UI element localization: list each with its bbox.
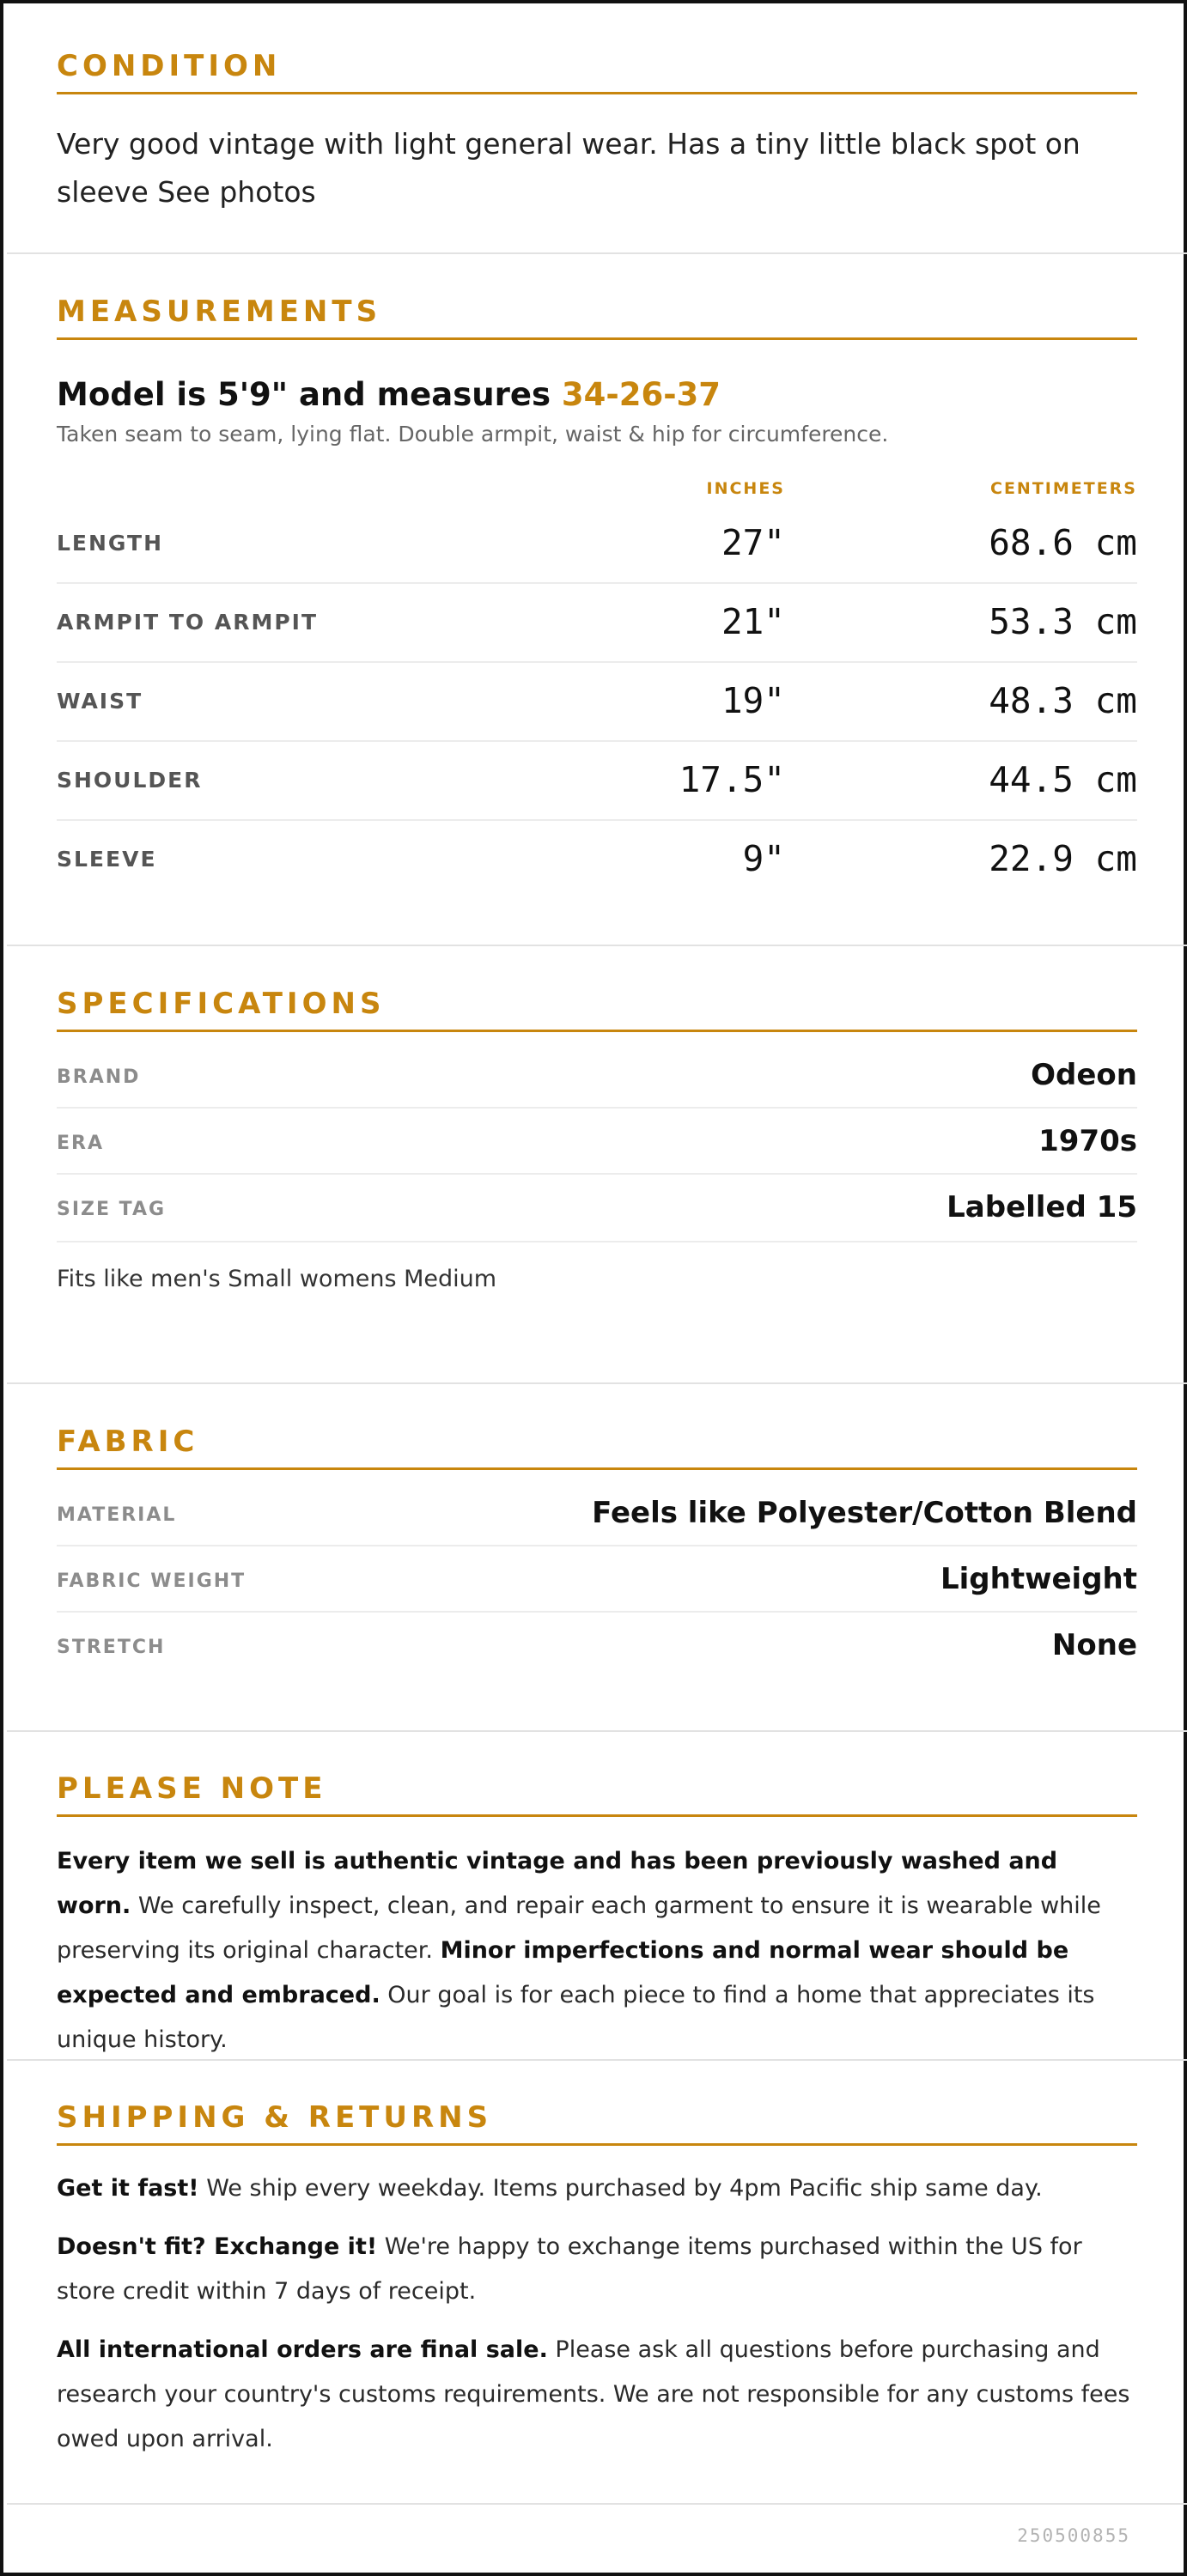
measurement-inches: 17.5" bbox=[679, 759, 785, 800]
shipping-bold-3: All international orders are final sale. bbox=[57, 2336, 548, 2363]
fabric-label: MATERIAL bbox=[57, 1504, 177, 1526]
spec-label: ERA bbox=[57, 1133, 104, 1154]
measurement-label: WAIST bbox=[57, 689, 143, 714]
fabric-row-weight bbox=[57, 1546, 1137, 1613]
measurement-label: SHOULDER bbox=[57, 768, 203, 793]
specifications-heading: SPECIFICATIONS bbox=[57, 986, 1137, 1032]
measurements-section bbox=[7, 294, 1187, 900]
condition-text: Very good vintage with light general wear. Has a tiny little black spot on sleeve See photos bbox=[57, 127, 1080, 209]
fabric-section bbox=[7, 1424, 1187, 1679]
measurement-cm: 53.3 cm bbox=[989, 601, 1137, 642]
measurement-cm: 22.9 cm bbox=[989, 838, 1137, 879]
measurement-row bbox=[57, 742, 1137, 821]
shipping-heading: SHIPPING & RETURNS bbox=[57, 2099, 1137, 2146]
specifications-section bbox=[7, 986, 1187, 1308]
shipping-bold-1: Get it fast! bbox=[57, 2175, 199, 2202]
spec-row-size-tag bbox=[57, 1175, 1137, 1241]
measurement-label: ARMPIT TO ARMPIT bbox=[57, 610, 319, 635]
fabric-list bbox=[57, 1480, 1137, 1679]
fabric-value: Feels like Polyester/Cotton Blend bbox=[592, 1496, 1137, 1530]
condition-section bbox=[7, 48, 1187, 216]
note-text-1: We carefully inspect, clean, and repair each garment to ensure it is wearable while preserving its original character. bbox=[57, 1893, 1101, 1964]
condition-heading: CONDITION bbox=[57, 48, 1137, 94]
shipping-text-3: Please ask all questions before purchasing and research your country's customs requirements. We are not responsible for any customs fees owed upon arrival. bbox=[57, 2336, 1130, 2452]
fabric-heading: FABRIC bbox=[57, 1424, 1137, 1470]
section-divider bbox=[7, 2059, 1187, 2061]
product-id: 250500855 bbox=[1017, 2525, 1130, 2546]
spec-value: Odeon bbox=[1031, 1058, 1137, 1092]
shipping-paragraph-1 bbox=[57, 2166, 1137, 2211]
fabric-row-material bbox=[57, 1480, 1137, 1546]
fabric-value: Lightweight bbox=[940, 1562, 1137, 1596]
measurements-table bbox=[57, 505, 1137, 900]
measurement-cm: 44.5 cm bbox=[989, 759, 1137, 800]
measurements-column-headers bbox=[57, 479, 1137, 505]
shipping-bold-2: Doesn't fit? Exchange it! bbox=[57, 2233, 378, 2260]
note-bold-1: Every item we sell is authentic vintage and has been previously washed and worn. bbox=[57, 1848, 1058, 1919]
measurement-row bbox=[57, 663, 1137, 742]
model-measures-value: 34-26-37 bbox=[561, 376, 721, 413]
fabric-label: FABRIC WEIGHT bbox=[57, 1571, 247, 1592]
note-text-2: Our goal is for each piece to find a home that appreciates its unique history. bbox=[57, 1982, 1095, 2053]
measurement-inches: 9" bbox=[742, 838, 785, 879]
spec-value: 1970s bbox=[1038, 1124, 1137, 1158]
measurements-subtitle: Taken seam to seam, lying flat. Double armpit, waist & hip for circumference. bbox=[57, 422, 889, 447]
fabric-value: None bbox=[1051, 1628, 1137, 1662]
measurement-label: LENGTH bbox=[57, 531, 163, 556]
shipping-paragraph-3 bbox=[57, 2328, 1137, 2462]
measurement-inches: 27" bbox=[721, 522, 785, 563]
column-header-inches: INCHES bbox=[706, 479, 785, 498]
section-divider bbox=[7, 1730, 1187, 1732]
column-header-centimeters: CENTIMETERS bbox=[990, 479, 1137, 498]
spec-label: BRAND bbox=[57, 1066, 141, 1088]
measurement-inches: 21" bbox=[721, 601, 785, 642]
shipping-paragraph-2 bbox=[57, 2225, 1137, 2314]
measurement-inches: 19" bbox=[721, 680, 785, 721]
fabric-label: STRETCH bbox=[57, 1637, 166, 1658]
spec-value: Labelled 15 bbox=[947, 1190, 1137, 1224]
spec-label: SIZE TAG bbox=[57, 1199, 167, 1220]
please-note-heading: PLEASE NOTE bbox=[57, 1771, 1137, 1817]
please-note-text bbox=[57, 1839, 1137, 2063]
measurement-row bbox=[57, 584, 1137, 663]
fit-note: Fits like men's Small womens Medium bbox=[57, 1241, 1137, 1308]
section-divider bbox=[7, 945, 1187, 946]
model-measurements bbox=[57, 374, 1137, 416]
measurements-heading: MEASUREMENTS bbox=[57, 294, 1137, 340]
section-divider bbox=[7, 1382, 1187, 1384]
section-divider bbox=[7, 2503, 1187, 2505]
spec-row-brand bbox=[57, 1042, 1137, 1109]
measurement-row bbox=[57, 821, 1137, 900]
spec-row-era bbox=[57, 1109, 1137, 1175]
measurement-cm: 48.3 cm bbox=[989, 680, 1137, 721]
shipping-text-1: We ship every weekday. Items purchased by 4pm Pacific ship same day. bbox=[198, 2175, 1043, 2202]
shipping-section bbox=[7, 2099, 1187, 2462]
fabric-row-stretch bbox=[57, 1613, 1137, 1679]
measurement-label: SLEEVE bbox=[57, 847, 157, 872]
section-divider bbox=[7, 252, 1187, 254]
please-note-section bbox=[7, 1771, 1187, 2063]
measurement-row bbox=[57, 505, 1137, 584]
model-prefix: Model is 5'9" and measures bbox=[57, 376, 562, 413]
specifications-list bbox=[57, 1042, 1137, 1241]
measurement-cm: 68.6 cm bbox=[989, 522, 1137, 563]
note-bold-2: Minor imperfections and normal wear should be expected and embraced. bbox=[57, 1937, 1069, 2008]
shipping-text-2: We're happy to exchange items purchased within the US for store credit within 7 days of receipt. bbox=[57, 2233, 1082, 2305]
